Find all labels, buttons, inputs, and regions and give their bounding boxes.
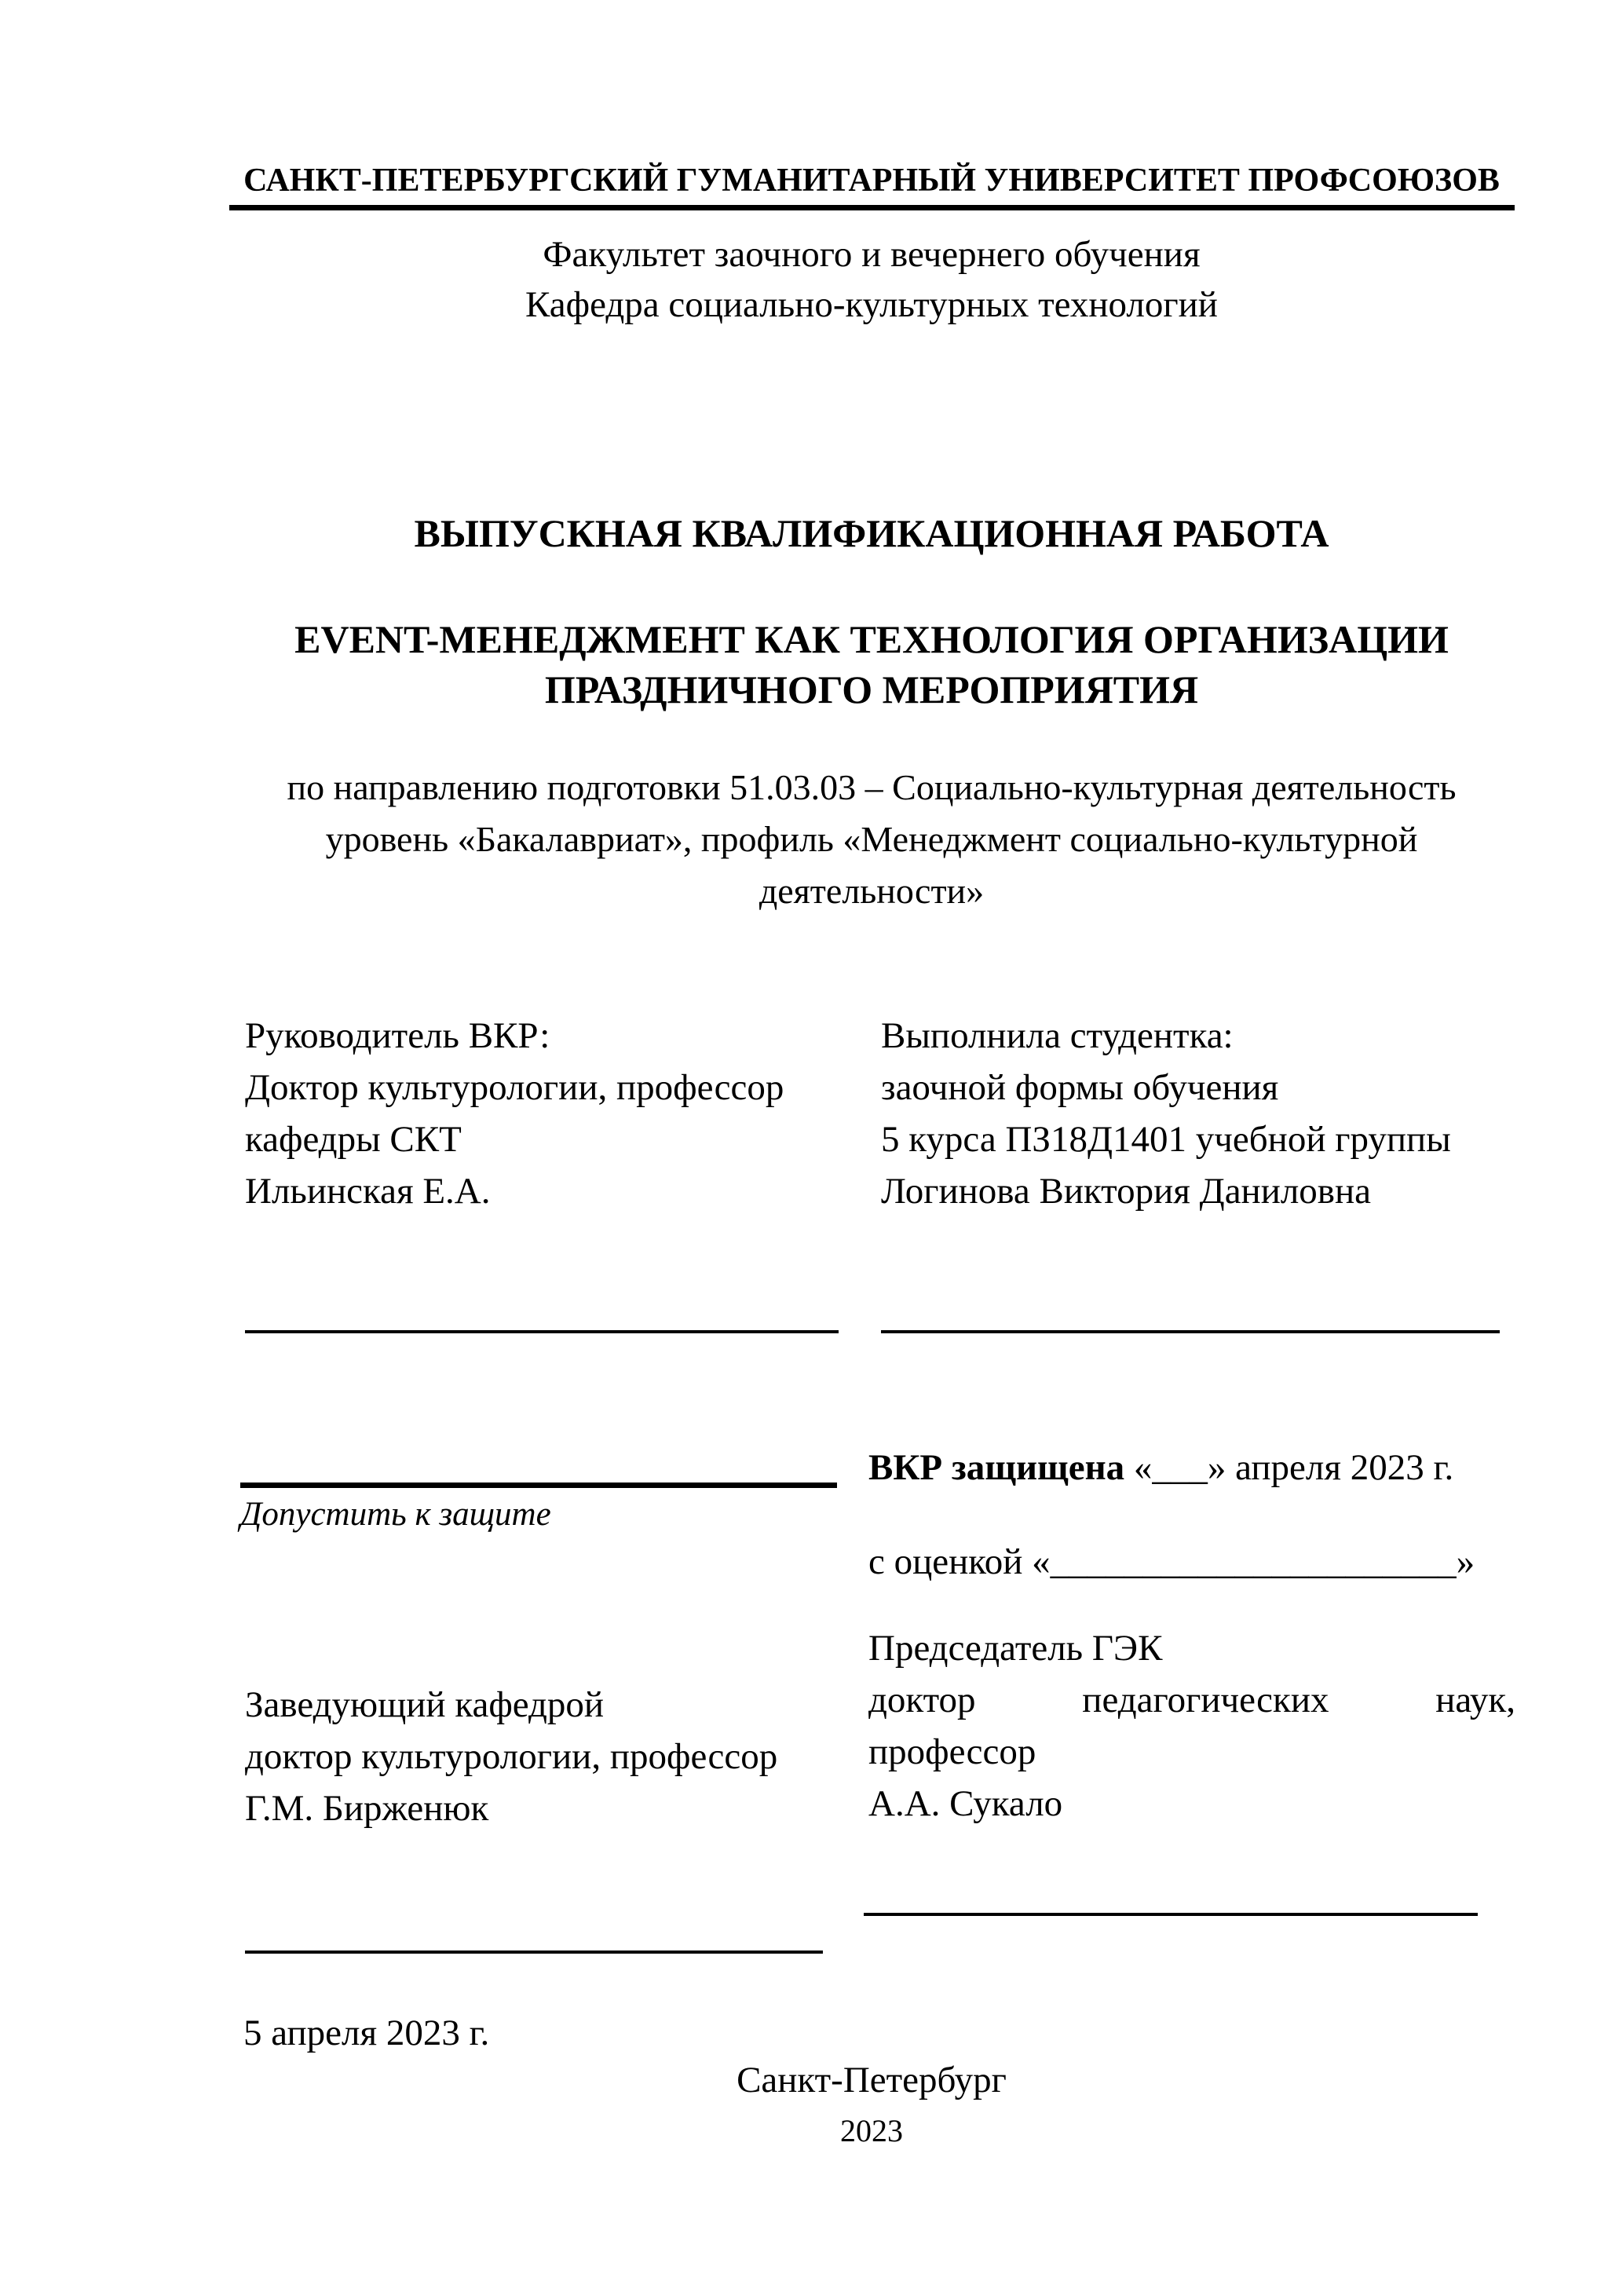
chairman-label: Председатель ГЭК: [868, 1628, 1163, 1669]
program-line2: уровень «Бакалавриат», профиль «Менеджмент социально-культурной: [325, 819, 1418, 859]
grade-suffix: »: [1456, 1541, 1475, 1582]
chairman-degree-word1: доктор: [868, 1680, 976, 1720]
grade-line: [868, 1541, 1475, 1583]
supervisor-signature-line: [245, 1330, 839, 1333]
thesis-title: [232, 614, 1512, 715]
student-block: [881, 1010, 1451, 1217]
university-name: САНКТ-ПЕТЕРБУРГСКИЙ ГУМАНИТАРНЫЙ УНИВЕРСИТЕТ ПРОФСОЮЗОВ: [243, 163, 1500, 199]
chairman-signature-line: [864, 1913, 1478, 1916]
chairman-position: профессор: [868, 1731, 1036, 1772]
year-line: 2023: [840, 2113, 903, 2148]
chairman-degree-row: [868, 1679, 1515, 1721]
defended-bold-text: ВКР защищена: [868, 1447, 1125, 1488]
program-block: [232, 762, 1512, 917]
department-line: Кафедра социально-культурных технологий: [525, 284, 1218, 325]
header-rule: [229, 205, 1515, 210]
head-label: Заведующий кафедрой: [245, 1684, 605, 1725]
head-degree: доктор культурологии, профессор: [245, 1736, 778, 1777]
thesis-title-line2: ПРАЗДНИЧНОГО МЕРОПРИЯТИЯ: [544, 667, 1199, 711]
program-line3: деятельности»: [758, 871, 985, 911]
work-type-heading: ВЫПУСКНАЯ КВАЛИФИКАЦИОННАЯ РАБОТА: [414, 511, 1329, 555]
supervisor-label: Руководитель ВКР:: [245, 1015, 550, 1056]
student-group: 5 курса ПЗ18Д1401 учебной группы: [881, 1119, 1451, 1160]
supervisor-degree: Доктор культурологии, профессор: [245, 1067, 784, 1108]
chairman-name: А.А. Сукало: [868, 1783, 1063, 1824]
admit-rule: [240, 1483, 837, 1488]
faculty-line: Факультет заочного и вечернего обучения: [543, 234, 1201, 275]
admit-date: 5 апреля 2023 г.: [243, 2013, 490, 2053]
admit-label: Допустить к защите: [240, 1496, 551, 1533]
defended-rest-text: «___» апреля 2023 г.: [1133, 1447, 1454, 1488]
defended-line: [868, 1446, 1453, 1489]
supervisor-name: Ильинская Е.А.: [245, 1171, 491, 1212]
student-signature-line: [881, 1330, 1500, 1333]
department-head-block: [245, 1679, 777, 1834]
grade-blank: ______________________: [1050, 1541, 1457, 1582]
program-line1: по направлению подготовки 51.03.03 – Социально-культурная деятельность: [287, 767, 1457, 807]
supervisor-block: [245, 1010, 784, 1217]
thesis-title-line1: EVENT-МЕНЕДЖМЕНТ КАК ТЕХНОЛОГИЯ ОРГАНИЗАЦИИ: [294, 617, 1449, 661]
chairman-degree-word2: педагогических: [1082, 1680, 1329, 1720]
student-name: Логинова Виктория Даниловна: [881, 1171, 1372, 1212]
city-line: Санкт-Петербург: [737, 2060, 1007, 2100]
head-name: Г.М. Бирженюк: [245, 1788, 489, 1829]
supervisor-position: кафедры СКТ: [245, 1119, 462, 1160]
student-label: Выполнила студентка:: [881, 1015, 1234, 1056]
grade-prefix: с оценкой «: [868, 1541, 1051, 1582]
student-form: заочной формы обучения: [881, 1067, 1279, 1108]
head-signature-line: [245, 1951, 823, 1954]
chairman-degree-word3: наук,: [1435, 1680, 1515, 1720]
